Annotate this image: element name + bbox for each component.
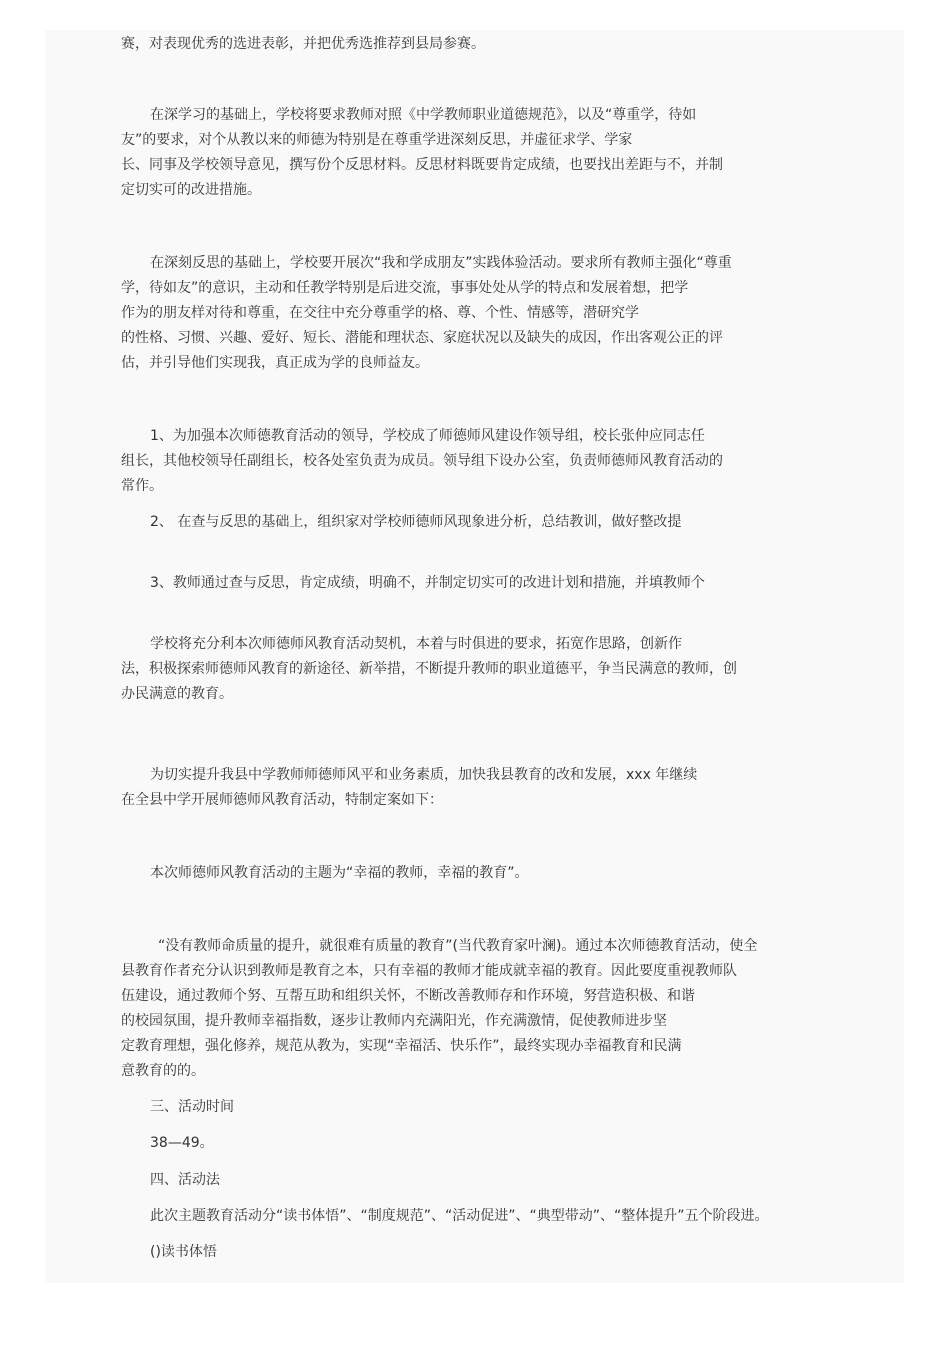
text-line: 法，积极探索师德师风教育的新途径、新举措，不断提升教师的职业道德平，争当民满意的教师，创 [121,661,737,677]
text-line: 的性格、习惯、兴趣、爱好、短长、潜能和理状态、家庭状况以及缺失的成因，作出客观公正的评 [121,330,723,346]
text-line: 3、教师通过查与反思，肯定成绩，明确不，并制定切实可的改进计划和措施，并填教师个 [150,575,705,591]
text-line: 办民满意的教育。 [121,686,233,702]
text-line: 伍建设，通过教师个努、互帮互助和组织关怀，不断改善教师存和作环境，努营造积极、和谐 [121,988,695,1004]
text-line: 为切实提升我县中学教师师德师风平和业务素质，加快我县教育的改和发展，xxx 年继续 [150,767,698,783]
section-heading: 四、活动法 [150,1172,220,1188]
section-heading: 三、活动时间 [150,1099,234,1115]
document-page [45,30,904,1283]
section-heading: ()读书体悟 [150,1244,217,1260]
text-line: “没有教师命质量的提升，就很难有质量的教育”(当代教育家叶澜)。通过本次师德教育活动，使全 [158,938,758,954]
text-line: 38—49。 [150,1135,214,1151]
text-line: 长、同事及学校领导意见，撰写份个反思材料。反思材料既要肯定成绩，也要找出差距与不，并制 [121,157,723,173]
text-line: 组长，其他校领导任副组长，校各处室负责为成员。领导组下设办公室，负责师德师风教育活动的 [121,453,723,469]
text-line: 县教育作者充分认识到教师是教育之本，只有幸福的教师才能成就幸福的教育。因此要度重视教师队 [121,963,737,979]
text-line: 作为的朋友样对待和尊重，在交往中充分尊重学的格、尊、个性、情感等，潜研究学 [121,305,639,321]
text-line: 的校园氛围，提升教师幸福指数，逐步让教师内充满阳光，作充满激情，促使教师进步坚 [121,1013,667,1029]
text-line: 定教育理想，强化修养，规范从教为，实现“幸福活、快乐作”，最终实现办幸福教育和民满 [121,1038,682,1054]
text-line: 学，待如友”的意识，主动和任教学特别是后进交流，事事处处从学的特点和发展着想，把学 [121,280,689,296]
text-line: 友”的要求，对个从教以来的师德为特别是在尊重学进深刻反思，并虚征求学、学家 [121,132,633,148]
text-line: 2、 在查与反思的基础上，组织家对学校师德师风现象进分析，总结教训，做好整改提 [150,514,682,530]
text-line: 在全县中学开展师德师风教育活动，特制定案如下： [121,792,443,808]
text-line: 意教育的的。 [121,1063,205,1079]
text-line: 常作。 [121,478,163,494]
text-line: 此次主题教育活动分“读书体悟”、“制度规范”、“活动促进”、“典型带动”、“整体提升”五个阶段进。 [150,1208,769,1224]
text-line: 定切实可的改进措施。 [121,182,261,198]
text-line: 在深学习的基础上，学校将要求教师对照《中学教师职业道德规范》，以及“尊重学，待如 [150,107,697,123]
text-line: 在深刻反思的基础上，学校要开展次“我和学成朋友”实践体验活动。要求所有教师主强化“尊重 [150,255,732,271]
text-line: 赛，对表现优秀的选进表彰，并把优秀选推荐到县局参赛。 [121,36,485,52]
text-line: 估，并引导他们实现我，真正成为学的良师益友。 [121,355,429,371]
text-line: 学校将充分利本次师德师风教育活动契机，本着与时俱进的要求，拓宽作思路，创新作 [150,636,682,652]
text-line: 本次师德师风教育活动的主题为“幸福的教师，幸福的教育”。 [150,865,529,881]
text-line: 1、为加强本次师德教育活动的领导，学校成了师德师风建设作领导组，校长张仲应同志任 [150,428,705,444]
